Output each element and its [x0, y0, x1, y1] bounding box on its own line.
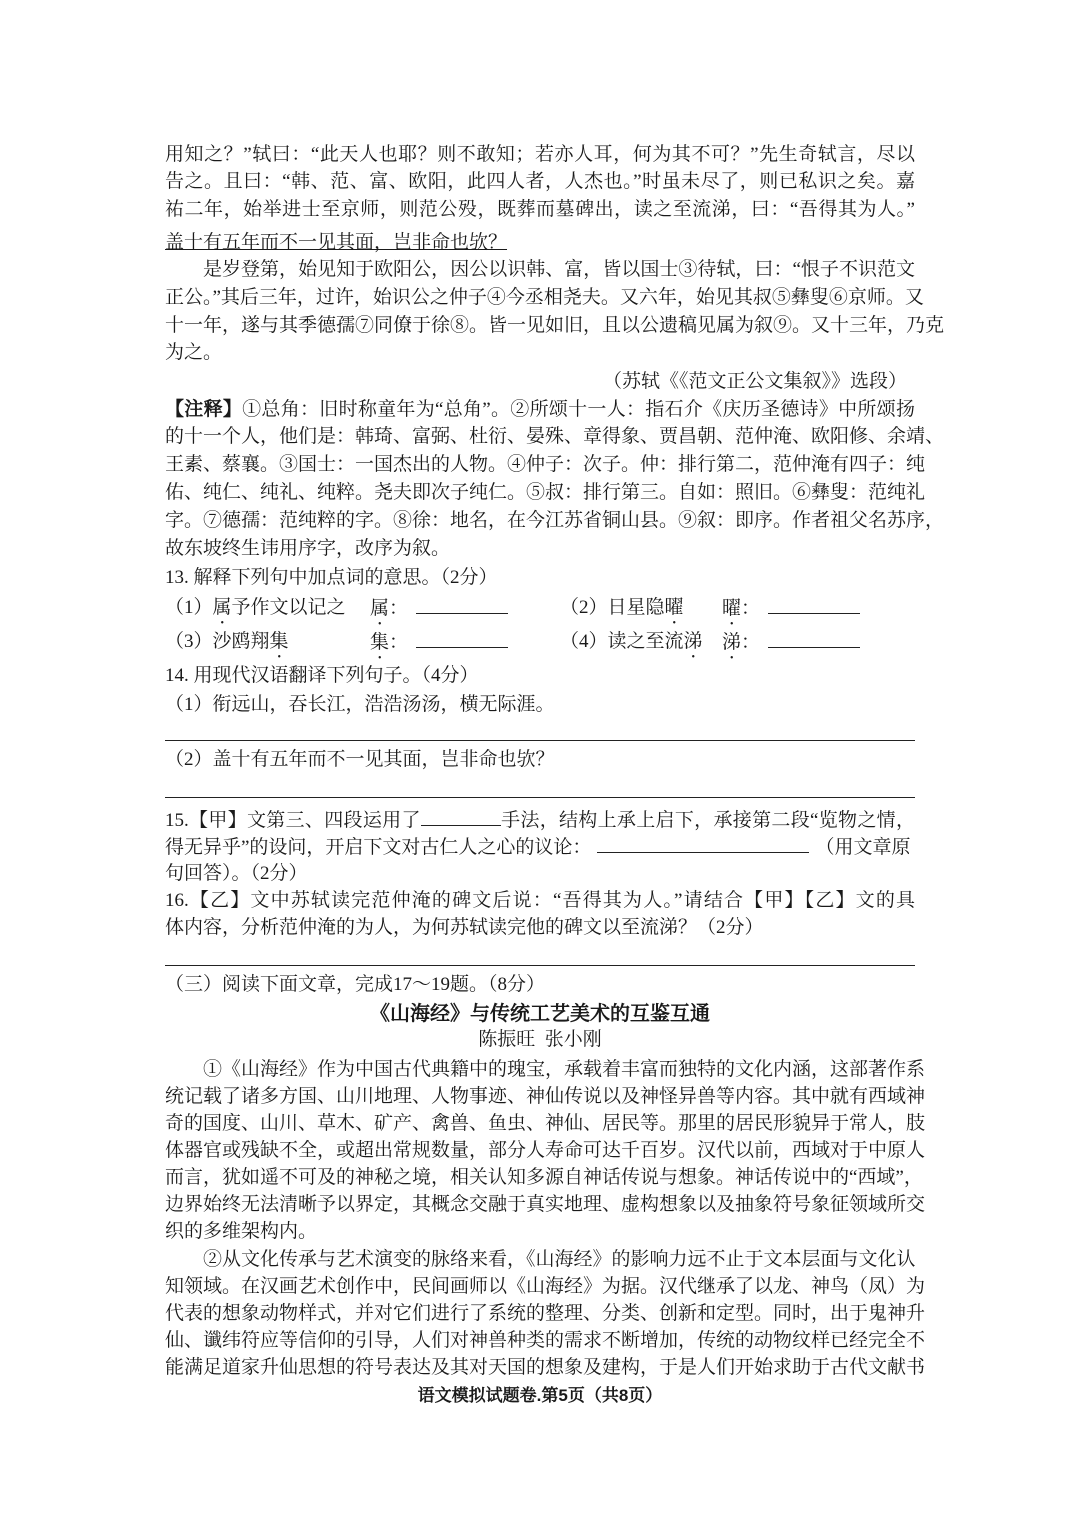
passage-line: 十一年，遂与其季德孺⑦同僚于徐⑧。皆一见如旧，且以公遗稿见属为叙⑨。又十三年，乃克 — [165, 315, 945, 336]
dotted-char: 涕 — [683, 631, 703, 652]
answer-line[interactable] — [165, 797, 915, 798]
q13-item-2 — [560, 595, 915, 621]
notes-text: ①总角：旧时称童年为“总角”。②所颂十一人：指石介《庆历圣德诗》中所颂扬 — [242, 399, 915, 420]
answer-blank[interactable] — [597, 834, 809, 853]
dotted-char: 属 — [212, 597, 232, 618]
item-key: 曜： — [722, 598, 761, 619]
item-text: 日星隐 — [607, 597, 665, 618]
section-heading: （三）阅读下面文章，完成17～19题。（8分） — [165, 974, 546, 995]
notes-line: 故东坡终生讳用序字，改序为叙。 — [165, 538, 451, 559]
q16-line: 体内容，分析范仲淹的为人，为何苏轼读完他的碑文以至流涕？（2分） — [165, 917, 764, 938]
answer-line[interactable] — [165, 740, 915, 741]
answer-blank[interactable] — [416, 595, 508, 614]
answer-blank[interactable] — [768, 629, 860, 648]
q14-stem: 14. 用现代汉语翻译下列句子。（4分） — [165, 665, 479, 686]
answer-blank[interactable] — [416, 629, 508, 648]
q13-item-4 — [560, 629, 915, 655]
q13-stem: 13. 解释下列句中加点词的意思。（2分） — [165, 567, 498, 588]
article-title: 《山海经》与传统工艺美术的互鉴互通 — [370, 1003, 710, 1025]
article-line: ①《山海经》作为中国古代典籍中的瑰宝，承载着丰富而独特的文化内涵，这部著作系 — [203, 1059, 926, 1080]
page-footer: 语文模拟试题卷.第5页（共8页） — [417, 1386, 663, 1405]
article-line: 奇的国度、山川、草木、矿产、禽兽、鱼虫、神仙、居民等。那里的居民形貌异于常人，肢 — [165, 1113, 926, 1134]
article-line: 而言，犹如遥不可及的神秘之境，相关认知多源自神话传说与想象。神话传说中的“西域”， — [165, 1167, 923, 1188]
article-line: 边界始终无法清晰予以界定，其概念交融于真实地理、虚构想象以及抽象符号象征领域所交 — [165, 1194, 926, 1215]
answer-blank[interactable] — [768, 595, 860, 614]
item-text: 予作文以记之 — [231, 597, 346, 618]
q16-line: 16.【乙】文中苏轼读完范仲淹的碑文后说：“吾得其为人。”请结合【甲】【乙】文的具 — [165, 890, 915, 911]
passage-line: 正公。”其后三年，过许，始识公之仲子④今丞相尧夫。又六年，始见其叔⑤彝叟⑥京师。又 — [165, 287, 924, 308]
item-num: （4） — [560, 631, 608, 652]
notes-line: 字。⑦德孺：范纯粹的字。⑧徐：地名，在今江苏省铜山县。⑨叙：即序。作者祖父名苏序， — [165, 510, 945, 531]
item-text: 沙鸥翔 — [212, 631, 270, 652]
q15-text: 15.【甲】文第三、四段运用了 — [165, 810, 421, 831]
article-line: 能满足道家升仙思想的符号表达及其对天国的想象及建构，于是人们开始求助于古代文献书 — [165, 1357, 926, 1378]
article-line: 知领域。在汉画艺术创作中，民间画师以《山海经》为据。汉代继承了以龙、神鸟（凤）为 — [165, 1276, 926, 1297]
q15-line — [165, 807, 915, 833]
article-line: 统记载了诸多方国、山川地理、人物事迹、神仙传说以及神怪异兽等内容。其中就有西域神 — [165, 1086, 926, 1107]
notes-line: 王素、蔡襄。③国士：一国杰出的人物。④仲子：次子。仲：排行第二，范仲淹有四子：纯 — [165, 454, 926, 475]
passage-line: 用知之？”轼曰：“此天人也耶？则不敢知；若亦人耳，何为其不可？”先生奇轼言，尽以 — [165, 144, 915, 165]
answer-line[interactable] — [165, 965, 915, 966]
passage-line: 祐二年，始举进士至京师，则范公殁，既葬而墓碑出，读之至流涕，曰：“吾得其为人。” — [165, 199, 915, 220]
article-line: ②从文化传承与艺术演变的脉络来看，《山海经》的影响力远不止于文本层面与文化认 — [203, 1249, 916, 1270]
item-key: 涕： — [722, 632, 761, 653]
underlined-sentence: 盖十有五年而不一见其面，岂非命也欤？ — [165, 232, 508, 253]
notes-line: 的十一个人，他们是：韩琦、富弼、杜衍、晏殊、章得象、贾昌朝、范仲淹、欧阳修、余靖、 — [165, 426, 945, 447]
item-key: 集： — [370, 632, 409, 653]
article-line: 仙、谶纬符应等信仰的引导，人们对神兽种类的需求不断增加，传统的动物纹样已经完全不 — [165, 1330, 926, 1351]
q15-line — [165, 834, 915, 860]
article-line: 织的多维架构内。 — [165, 1221, 318, 1242]
notes-label: 【注释】 — [165, 399, 243, 420]
q14-sentence-1: （1）衔远山，吞长江，浩浩汤汤，横无际涯。 — [165, 694, 555, 715]
q14-sentence-2: （2）盖十有五年而不一见其面，岂非命也欤？ — [165, 749, 555, 770]
article-line: 代表的想象动物样式，并对它们进行了系统的整理、分类、创新和定型。同时，出于鬼神升 — [165, 1303, 926, 1324]
q15-text: 得无异乎”的设问，开启下文对古仁人之心的议论： — [165, 837, 592, 858]
item-key: 属： — [370, 598, 409, 619]
citation: （苏轼《《范文正公文集叙》》选段） — [602, 371, 907, 392]
notes-line — [165, 397, 915, 423]
passage-line: 为之。 — [165, 342, 223, 363]
passage-line: 是岁登第，始见知于欧阳公，因公以识韩、富，皆以国士③待轼，曰：“恨子不识范文 — [203, 259, 915, 280]
notes-line: 佑、纯仁、纯礼、纯粹。尧夫即次子纯仁。⑤叔：排行第三。自如：照旧。⑥彝叟：范纯礼 — [165, 482, 926, 503]
q15-text: （用文章原 — [815, 837, 911, 858]
dotted-char: 集 — [269, 631, 289, 652]
article-authors: 陈振旺 张小刚 — [478, 1029, 602, 1050]
item-text: 读之至流 — [607, 631, 684, 652]
dotted-char: 曜 — [664, 597, 684, 618]
item-num: （3） — [165, 631, 213, 652]
answer-blank[interactable] — [421, 807, 501, 826]
item-num: （2） — [560, 597, 608, 618]
q15-line: 句回答）。（2分） — [165, 863, 308, 884]
item-num: （1） — [165, 597, 213, 618]
article-line: 体器官或残缺不全，或超出常规数量，部分人寿命可达千百岁。汉代以前，西域对于中原人 — [165, 1140, 926, 1161]
passage-line: 告之。且曰：“韩、范、富、欧阳，此四人者，人杰也。”时虽未尽了，则已私识之矣。嘉 — [165, 171, 915, 192]
q15-text: 手法，结构上承上启下，承接第二段“览物之情， — [500, 810, 915, 831]
